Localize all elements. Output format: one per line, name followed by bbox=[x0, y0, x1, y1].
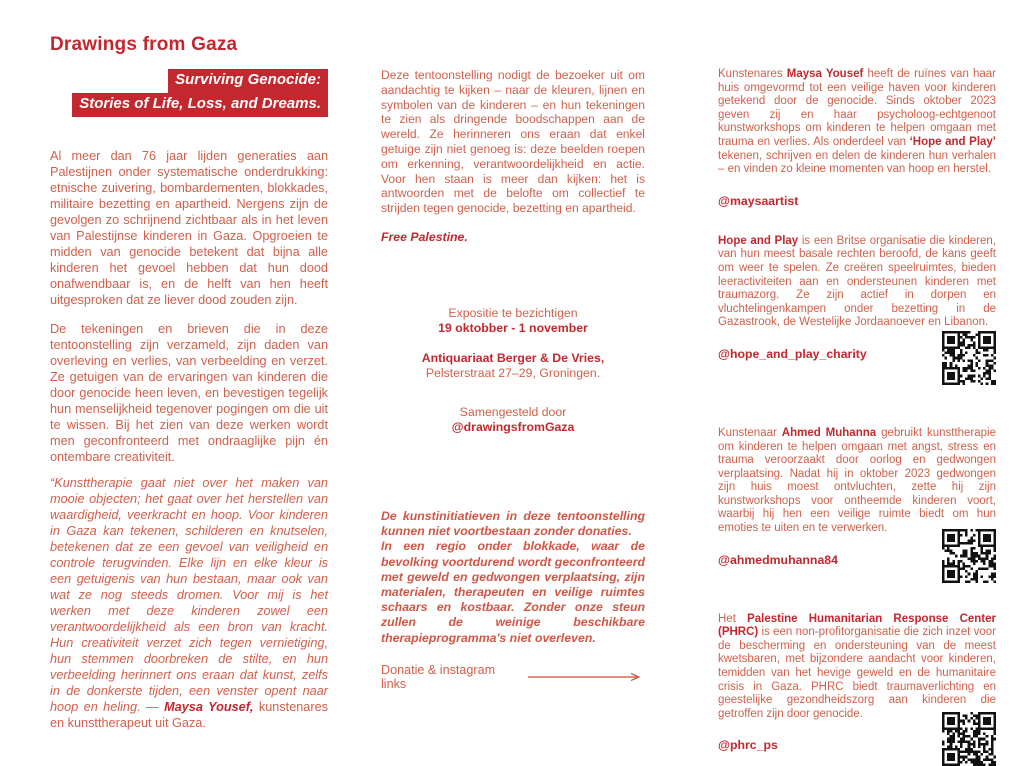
banner-line-2: Stories of Life, Loss, and Dreams. bbox=[72, 93, 328, 117]
event-details bbox=[381, 306, 645, 436]
banner-line-1: Surviving Genocide: bbox=[168, 69, 328, 93]
arrow-right-icon bbox=[527, 672, 645, 682]
section-paragraph: Kunstenaar Ahmed Muhanna gebruikt kunsttherapie om kinderen te helpen omgaan met angst, stress en trauma veroorzaakt door oorlog en gedwongen verplaatsing. Nadat hij in oktober 2023 gedwongen zijn huis moest ontvluchten, zette hij zijn kunstworkshops voor ontheemde kinderen voort, waarbij hij hen een veilige ruimte biedt om hun emoties te uiten en te verwerken. bbox=[718, 426, 996, 535]
section-hope-and-play bbox=[718, 235, 996, 385]
event-label: Expositie te bezichtigen bbox=[448, 305, 578, 320]
donation-appeal bbox=[381, 509, 645, 646]
intro-paragraph-2: De tekeningen en brieven die in deze tentoonstelling zijn verzameld, zijn daden van overleving en verlies, van verbeelding en verzet. Ze getuigen van de ervaringen van kinderen die door genocide heen leven, en bevestigen tegelijk hun menselijkheid tegenover pogingen om die uit te wissen. Bij het zien van deze werken wordt men geconfronteerd met ondraaglijke pijn én ontembare creativiteit. bbox=[50, 321, 328, 464]
free-palestine-slogan: Free Palestine. bbox=[381, 229, 468, 244]
qr-code bbox=[942, 712, 996, 766]
instagram-handle: @ahmedmuhanna84 bbox=[718, 552, 838, 567]
section-paragraph: Hope and Play is een Britse organisatie die kinderen, van hun meest basale rechten beroofd, de kans geeft om weer te spelen. Ze creëren speelruimtes, bieden leeractiviteiten aan en ondersteunen kinderen met traumazorg. Ze zijn actief in dorpen en vluchtelingenkampen onder bezetting in de Gazastrook, de Westelijke Jordaanoever en Libanon. bbox=[718, 234, 996, 329]
instagram-handle: @maysaartist bbox=[718, 193, 799, 208]
donation-paragraph-1: De kunstinitiatieven in deze tentoonstelling kunnen niet voortbestaan zonder donaties. bbox=[381, 508, 645, 539]
donation-paragraph-2: In een regio onder blokkade, waar de bevolking voortdurend wordt geconfronteerd met geweld en gedwongen verplaatsing, zijn materialen, therapeuten en veilige ruimtes schaars en kostbaar. Zonder onze steun zullen de weinige beschikbare therapieprogramma's niet overleven. bbox=[381, 539, 645, 645]
column-right bbox=[718, 0, 996, 766]
instagram-handle: @hope_and_play_charity bbox=[718, 346, 867, 361]
section-phrc bbox=[718, 613, 996, 766]
column-middle bbox=[381, 0, 645, 691]
links-pointer-row bbox=[381, 663, 645, 691]
event-dates: 19 oktobber - 1 november bbox=[438, 321, 588, 336]
exhibition-paragraph: Deze tentoonstelling nodigt de bezoeker uit om aandachtig te kijken – naar de kleuren, lijnen en symbolen van de kinderen – en hun tekeningen te zien als dringende boodschappen aan de wereld. Ze herinneren ons eraan dat enkel getuige zijn niet genoeg is: deze beelden roepen om erkenning, verantwoordelijkheid en actie. Voor hen staan is meer dan kijken: het is antwoorden met de belofte om collectief te strijden tegen genocide, bezetting en apartheid. bbox=[381, 68, 645, 216]
section-paragraph: Kunstenares Maysa Yousef heeft de ruïnes van haar huis omgevormd tot een veilige haven voor kinderen getekend door de genocide. Sinds oktober 2023 geven zij en haar psycholoog-echtgenoot kunstworkshops om kinderen te helpen omgaan met trauma en verlies. Als onderdeel van ‘Hope and Play’ tekenen, schrijven en delen de kinderen hun verhalen – en vinden zo kleine momenten van hoop en herstel. bbox=[718, 68, 997, 176]
page-title: Drawings from Gaza bbox=[50, 34, 238, 55]
section-ahmed-muhanna bbox=[718, 427, 996, 583]
venue-name: Antiquariaat Berger & De Vries, bbox=[421, 350, 605, 365]
intro-paragraph-1: Al meer dan 76 jaar lijden generaties aan Palestijnen onder systematische onderdrukking: etnische zuivering, bombardementen, blokkades, militaire bezetting en apartheid. Nergens zijn de gevolgen zo schrijnend zichtbaar als in het leven van Palestijnse kinderen in Gaza. Opgroeien te midden van genocide betekent dat bijna alle kinderen het gevoel hebben dat hun dood onafwendbaar is, en de helft van hen heeft uitgesproken dat ze liever dood zouden zijn. bbox=[50, 148, 328, 307]
links-label: Donatie & instagram links bbox=[381, 662, 496, 691]
section-paragraph: Het Palestine Humanitarian Response Center (PHRC) is een non-profitorganisatie die zich inzet voor de bescherming en ondersteuning van de meest kwetsbaren, met bijzondere aandacht voor kinderen, temidden van het hevige geweld en de humanitaire crisis in Gaza. PHRC biedt traumaverlichting en geestelijke gezondheidszorg aan kinderen die getroffen zijn door genocide. bbox=[718, 612, 996, 720]
subtitle-banner bbox=[28, 69, 328, 117]
column-left bbox=[50, 0, 328, 731]
qr-code bbox=[942, 529, 996, 583]
curated-by-label: Samengesteld door bbox=[459, 404, 567, 419]
curator-handle: @drawingsfromGaza bbox=[451, 420, 575, 435]
venue-address: Pelsterstraat 27–29, Groningen. bbox=[425, 366, 601, 381]
qr-code bbox=[942, 331, 996, 385]
artist-quote: “Kunsttherapie gaat niet over het maken van mooie objecten; het gaat over het herstellen van waardigheid, veerkracht en hoop. Voor kinderen in Gaza kan tekenen, schilderen en knutselen, betekenen dat ze een gevoel van veiligheid en controle terugvinden. Elke lijn en elke kleur is een getuigenis van hun bestaan, maar ook van wat ze nog steeds dromen. Voor mij is het werken met deze kinderen zowel een verantwoordelijkheid als een bron van kracht. Hun creativiteit verzet zich tegen vernietiging, hun stemmen doorbreken de stilte, en hun verbeelding herinnert ons eraan dat kunst, zelfs in de donkerste tijden, een venster opent naar hoop en heling. — Maysa Yousef, kunstenares en kunsttherapeut uit Gaza. bbox=[50, 475, 328, 730]
instagram-handle: @phrc_ps bbox=[718, 738, 778, 753]
section-maysa-yousef bbox=[718, 68, 996, 208]
